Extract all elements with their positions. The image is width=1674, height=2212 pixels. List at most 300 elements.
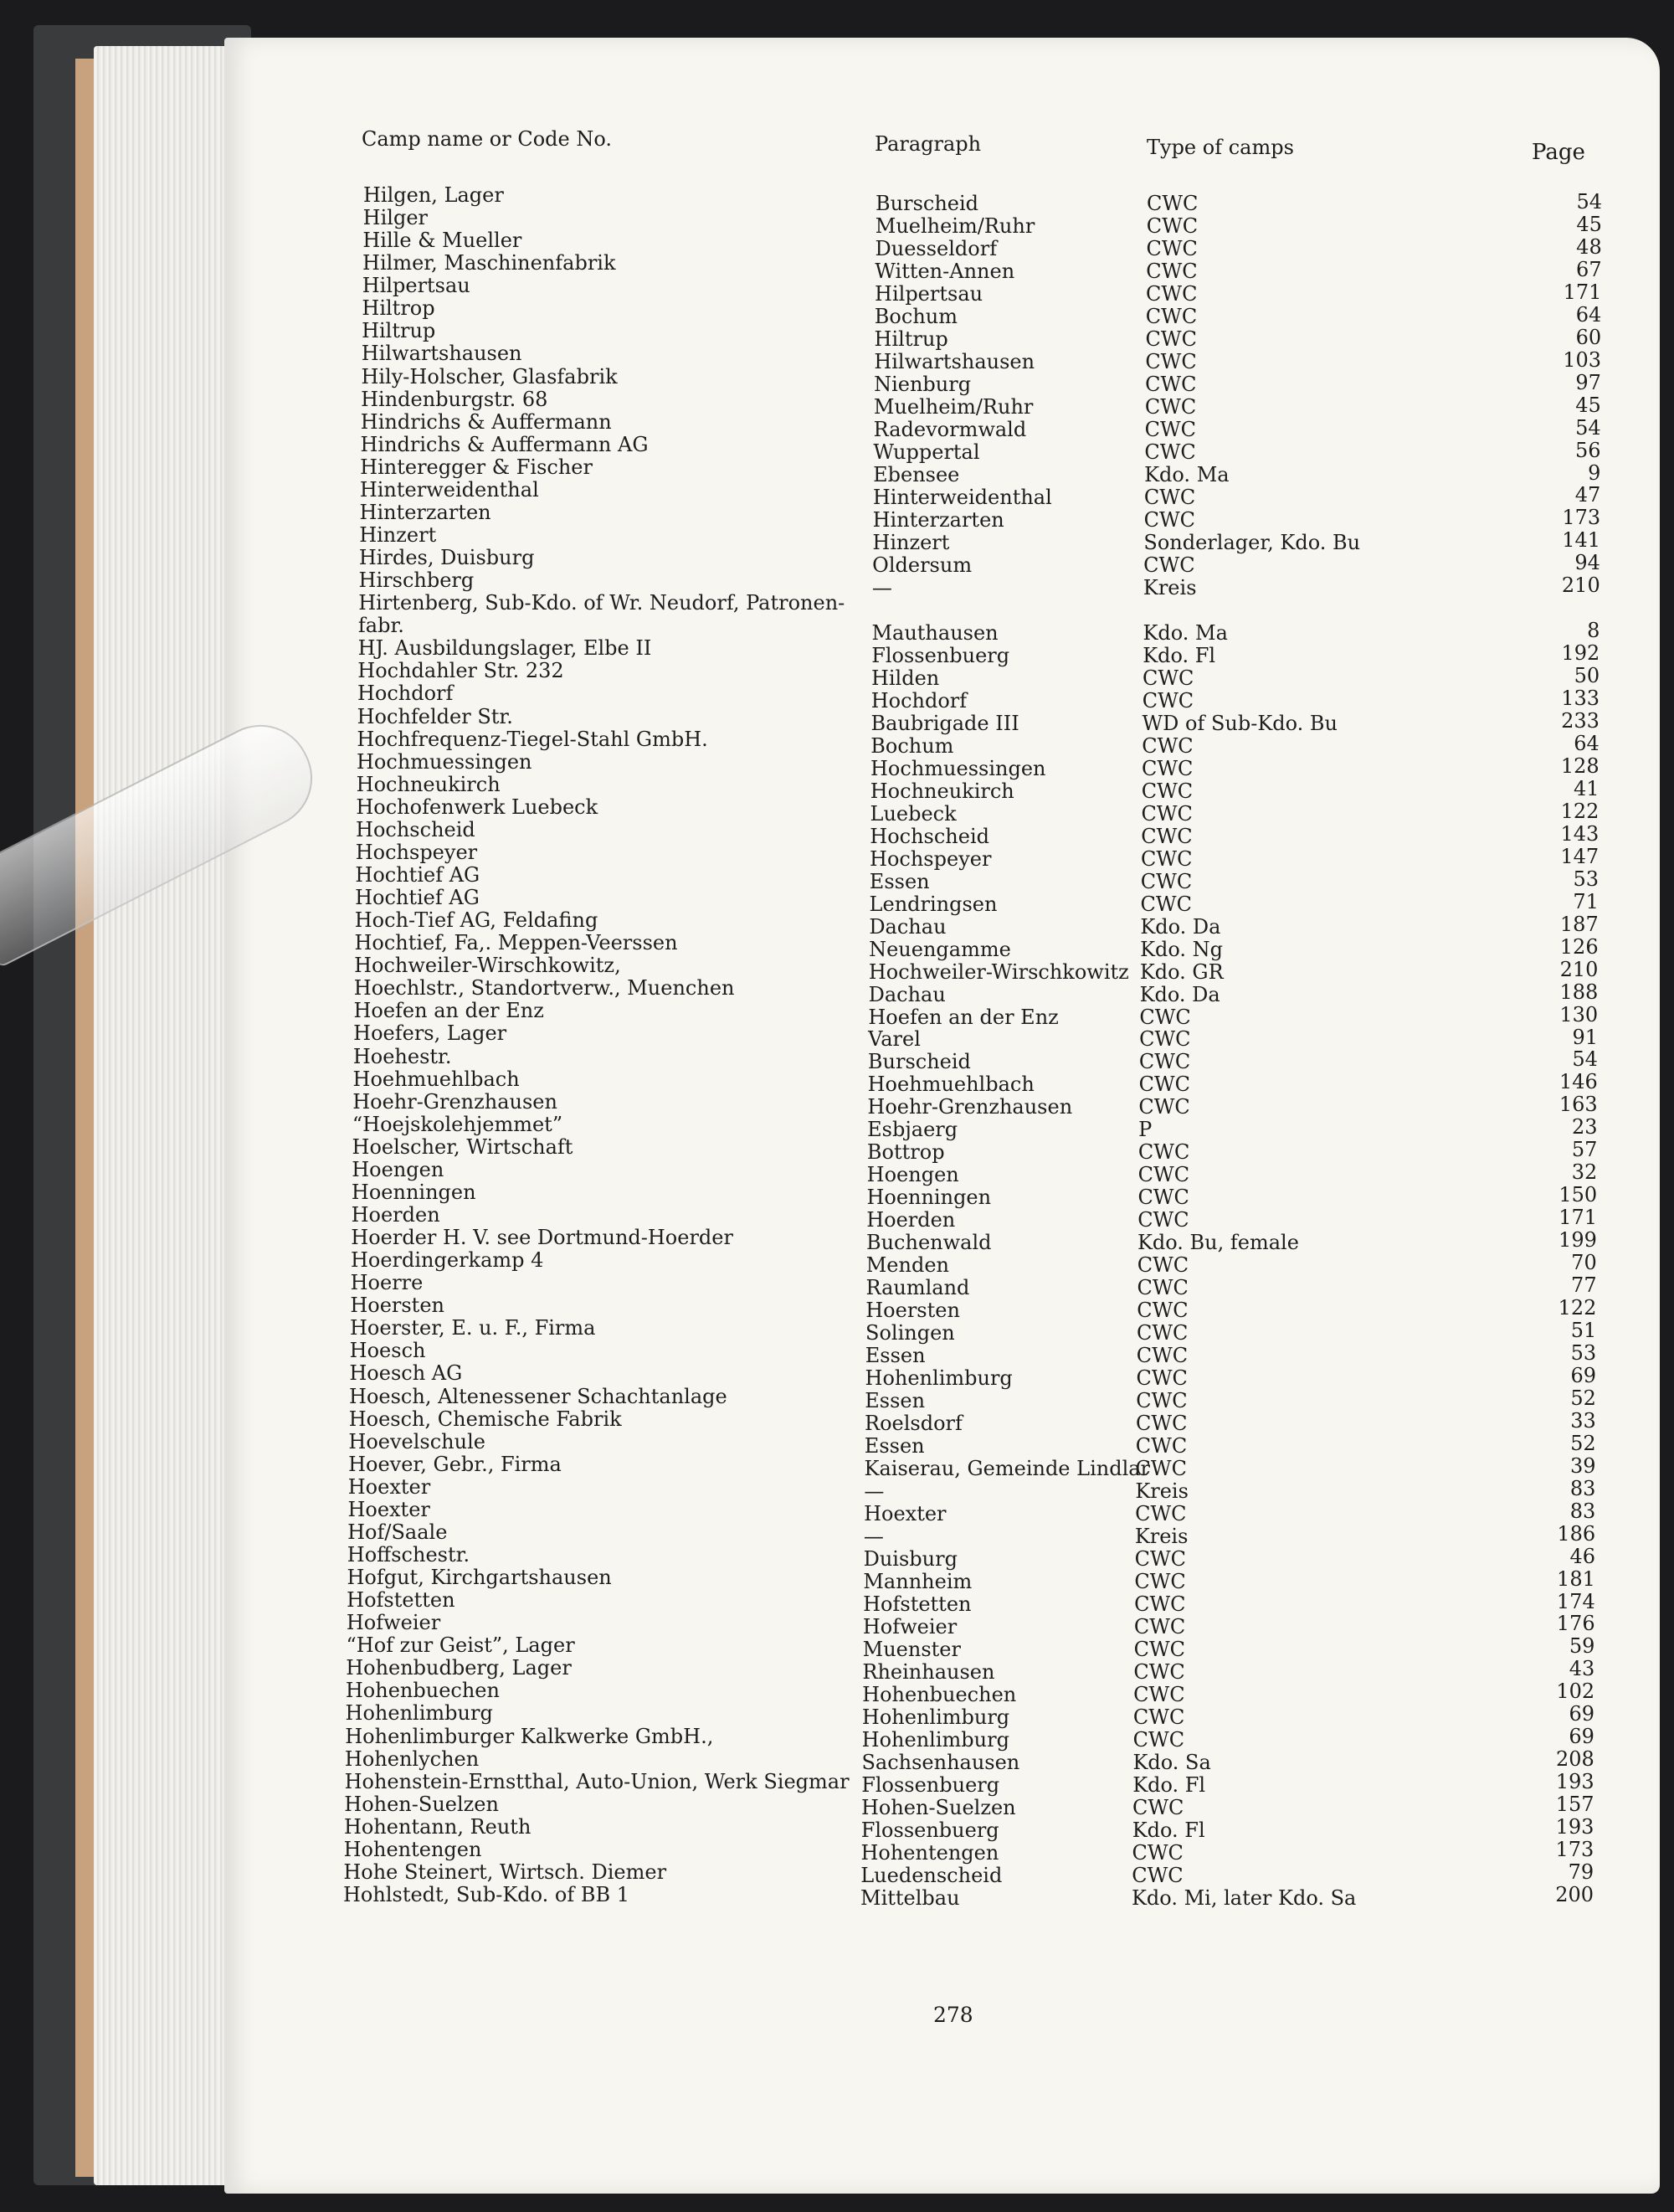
table-row: [0, 931, 1674, 961]
page-cell: 176: [1556, 1612, 1595, 1636]
page-cell: 69: [1570, 1363, 1597, 1387]
paragraph-cell: Luebeck: [870, 801, 957, 826]
camp-name-cell: Hoesch AG: [349, 1361, 463, 1386]
table-row: [0, 1067, 1674, 1097]
camp-type-cell: CWC: [1146, 236, 1198, 260]
paragraph-cell: Solingen: [865, 1321, 955, 1345]
camp-type-cell: Kdo. Bu, female: [1137, 1231, 1299, 1255]
table-row: [0, 1134, 1674, 1165]
camp-name-cell: Hilgen, Lager: [363, 183, 504, 207]
camp-name-cell: Hinterweidenthal: [359, 477, 539, 502]
camp-name-cell: Hirtenberg, Sub-Kdo. of Wr. Neudorf, Patronen-: [358, 591, 845, 615]
page-cell: 128: [1560, 754, 1600, 778]
table-row: [0, 1361, 1674, 1391]
camp-type-cell: Kdo. Ma: [1143, 620, 1228, 645]
table-row: [0, 1203, 1674, 1232]
table-row: [0, 908, 1674, 939]
camp-name-cell: Hohen-Suelzen: [344, 1792, 499, 1816]
camp-name-cell: Hoffschestr.: [347, 1543, 470, 1566]
paragraph-cell: Muelheim/Ruhr: [873, 394, 1034, 419]
page-cell: 122: [1558, 1296, 1597, 1320]
camp-type-cell: WD of Sub-Kdo. Bu: [1142, 711, 1338, 735]
camp-name-cell: Hofstetten: [347, 1588, 455, 1613]
camp-type-cell: CWC: [1143, 553, 1195, 577]
camp-type-cell: CWC: [1133, 1615, 1186, 1639]
camp-name-cell: “Hof zur Geist”, Lager: [346, 1633, 575, 1658]
table-row: [0, 1543, 1674, 1572]
paragraph-cell: Hoehmuehlbach: [867, 1073, 1035, 1097]
paragraph-cell: Hinzert: [872, 530, 950, 554]
page-cell: 54: [1572, 1047, 1598, 1072]
page-cell: 45: [1576, 212, 1602, 236]
camp-type-cell: CWC: [1141, 801, 1193, 826]
page-cell: 69: [1569, 1725, 1594, 1749]
page-cell: 54: [1575, 415, 1601, 440]
page-cell: 53: [1570, 1340, 1597, 1365]
page-cell: 67: [1576, 257, 1602, 281]
camp-type-cell: CWC: [1144, 417, 1196, 441]
table-row: [0, 592, 1674, 615]
camp-name-cell: Hindrichs & Auffermann: [360, 409, 612, 434]
paragraph-cell: Hohenbuechen: [862, 1683, 1017, 1707]
paragraph-cell: Oldersum: [872, 553, 973, 577]
camp-name-cell: Hoesch, Altenessener Schachtanlage: [349, 1384, 727, 1408]
camp-name-cell: Hohenlimburg: [345, 1701, 493, 1726]
paragraph-cell: Varel: [868, 1027, 921, 1052]
table-row: [0, 1044, 1674, 1074]
paragraph-cell: Hohenlimburg: [861, 1728, 1009, 1752]
page-cell: 171: [1563, 280, 1602, 304]
camp-type-cell: CWC: [1137, 1163, 1190, 1187]
camp-type-cell: CWC: [1142, 756, 1194, 780]
table-row: [0, 183, 1674, 215]
paragraph-cell: Essen: [864, 1434, 925, 1458]
camp-type-cell: CWC: [1145, 372, 1197, 396]
table-row: [0, 1701, 1674, 1730]
header-paragraph: Paragraph: [875, 132, 982, 156]
camp-name-cell: Hirdes, Duisburg: [358, 546, 535, 570]
table-row: [0, 568, 1674, 599]
paragraph-cell: Lendringsen: [869, 892, 998, 916]
camp-type-cell: Kdo. Da: [1139, 982, 1220, 1006]
page-cell: 91: [1572, 1025, 1599, 1049]
paragraph-cell: Flossenbuerg: [871, 643, 1010, 667]
camp-name-cell: Hoerster, E. u. F., Firma: [350, 1316, 596, 1340]
camp-name-cell: Hoersten: [350, 1294, 444, 1318]
camp-type-cell: CWC: [1145, 304, 1198, 328]
paragraph-cell: Sachsenhausen: [861, 1751, 1020, 1775]
camp-type-cell: Kreis: [1135, 1479, 1189, 1504]
paragraph-cell: Hilden: [870, 666, 940, 690]
camp-name-cell: HJ. Ausbildungslager, Elbe II: [357, 636, 652, 661]
paragraph-cell: Essen: [865, 1389, 926, 1413]
camp-name-cell: Hiltrup: [362, 319, 436, 343]
camp-type-cell: Kreis: [1134, 1525, 1189, 1549]
camp-name-cell: Hinteregger & Fischer: [360, 455, 593, 479]
page-cell: 143: [1560, 821, 1600, 846]
paragraph-cell: Menden: [865, 1253, 949, 1278]
camp-name-cell: Hofgut, Kirchgartshausen: [347, 1566, 612, 1590]
camp-type-cell: CWC: [1135, 1434, 1188, 1458]
camp-type-cell: CWC: [1137, 1253, 1189, 1278]
camp-name-cell: Hof/Saale: [347, 1520, 448, 1544]
paragraph-cell: Neuengamme: [869, 937, 1011, 961]
camp-name-cell: Hoerder H. V. see Dortmund-Hoerder: [351, 1226, 733, 1250]
table-row: [0, 1566, 1674, 1594]
page-cell: 103: [1563, 347, 1602, 372]
camp-type-cell: CWC: [1140, 869, 1193, 893]
paragraph-cell: Hochspeyer: [870, 846, 992, 871]
paragraph-cell: Hilwartshausen: [874, 349, 1035, 373]
table-row: [0, 1474, 1674, 1504]
camp-name-cell: Hohlstedt, Sub-Kdo. of BB 1: [343, 1883, 630, 1906]
camp-name-cell: Hilwartshausen: [361, 342, 522, 366]
camp-type-cell: CWC: [1133, 1660, 1185, 1685]
paragraph-cell: Hochneukirch: [870, 779, 1014, 803]
header-camp-name: Camp name or Code No.: [362, 127, 612, 151]
page-cell: 83: [1569, 1476, 1596, 1500]
page-cell: 173: [1555, 1838, 1594, 1862]
camp-name-cell: Hofweier: [346, 1611, 441, 1635]
camp-name-cell: Hohenlimburger Kalkwerke GmbH.,: [345, 1724, 714, 1748]
page-cell: 174: [1556, 1589, 1595, 1613]
page-cell: 50: [1574, 664, 1600, 688]
page-cell: 60: [1575, 325, 1602, 349]
camp-type-cell: CWC: [1132, 1705, 1185, 1730]
camp-type-cell: Sonderlager, Kdo. Bu: [1143, 530, 1361, 554]
table-row: [0, 1407, 1674, 1436]
table-row: [0, 954, 1674, 984]
table-row: [0, 1656, 1674, 1685]
page-cell: 59: [1569, 1634, 1595, 1659]
page-cell: 57: [1571, 1138, 1598, 1162]
camp-name-cell: Hinzert: [359, 523, 437, 547]
table-row: [0, 1792, 1674, 1820]
table-row: [0, 523, 1674, 554]
camp-name-cell: Hohentengen: [343, 1837, 482, 1861]
paragraph-cell: Luedenscheid: [860, 1864, 1003, 1887]
page-cell: 147: [1560, 844, 1600, 868]
table-row: [0, 1769, 1674, 1798]
page-cell: 150: [1558, 1183, 1598, 1207]
paragraph-cell: Radevormwald: [873, 417, 1027, 441]
paragraph-cell: Witten-Annen: [875, 259, 1015, 283]
page-cell: 208: [1555, 1747, 1594, 1772]
camp-type-cell: CWC: [1135, 1457, 1187, 1481]
camp-type-cell: CWC: [1137, 1186, 1189, 1210]
camp-name-cell: Hohentann, Reuth: [343, 1814, 531, 1839]
camp-type-cell: CWC: [1145, 349, 1197, 373]
camp-name-cell: Hochtief, Fa,. Meppen-Veerssen: [354, 931, 678, 955]
page-cell: 193: [1555, 1815, 1594, 1839]
paragraph-cell: Hoefen an der Enz: [868, 1005, 1059, 1029]
paragraph-cell: Hofweier: [862, 1615, 958, 1639]
camp-name-cell: Hochmuessingen: [357, 749, 532, 774]
page-cell: 56: [1574, 438, 1601, 462]
table-row: [0, 886, 1674, 916]
page-cell: 233: [1561, 709, 1600, 733]
page-cell: 130: [1559, 1002, 1599, 1026]
paragraph-cell: Dachau: [868, 982, 946, 1006]
camp-name-cell: Hohenbudberg, Lager: [346, 1656, 572, 1680]
page-cell: 187: [1559, 912, 1599, 936]
paragraph-cell: Essen: [869, 869, 930, 893]
paragraph-cell: —: [871, 575, 892, 599]
camp-type-cell: CWC: [1142, 666, 1194, 690]
camp-type-cell: CWC: [1136, 1412, 1188, 1436]
paragraph-cell: Hohen-Suelzen: [860, 1796, 1016, 1820]
paragraph-cell: Flossenbuerg: [861, 1773, 1000, 1798]
page-cell: 54: [1576, 190, 1602, 213]
table-row: [0, 1611, 1674, 1639]
table-row: [0, 1089, 1674, 1119]
paragraph-cell: Wuppertal: [873, 440, 980, 464]
camp-type-cell: CWC: [1136, 1389, 1188, 1413]
page-cell: 71: [1573, 889, 1599, 913]
camp-name-cell: Hochfelder Str.: [357, 704, 513, 728]
page-cell: 210: [1561, 574, 1600, 598]
table-row: [0, 1157, 1674, 1187]
table-row: [0, 1452, 1674, 1481]
page-cell: 23: [1571, 1115, 1598, 1139]
paragraph-cell: Kaiserau, Gemeinde Lindlar: [864, 1457, 1151, 1481]
table-row: [0, 659, 1674, 690]
camp-name-cell: Hochweiler-Wirschkowitz,: [354, 954, 621, 978]
table-row: [0, 1860, 1674, 1887]
page-cell: 53: [1573, 867, 1599, 891]
camp-name-cell: Hily-Holscher, Glasfabrik: [361, 364, 618, 388]
paragraph-cell: Hohenlimburg: [865, 1366, 1013, 1391]
camp-type-cell: CWC: [1132, 1841, 1184, 1865]
camp-type-cell: CWC: [1140, 892, 1192, 916]
page-cell: 79: [1568, 1860, 1594, 1885]
paragraph-cell: Hoexter: [864, 1502, 947, 1526]
camp-type-cell: CWC: [1134, 1547, 1186, 1572]
camp-name-cell: Hiltrop: [362, 296, 435, 321]
camp-type-cell: CWC: [1137, 1140, 1190, 1165]
page-cell: 199: [1558, 1228, 1597, 1253]
camp-type-cell: CWC: [1137, 1276, 1189, 1300]
camp-type-cell: CWC: [1132, 1864, 1184, 1887]
paragraph-cell: Bochum: [870, 733, 954, 758]
page-cell: 64: [1575, 302, 1602, 327]
camp-type-cell: CWC: [1132, 1728, 1185, 1752]
paragraph-cell: Hochmuessingen: [870, 756, 1046, 780]
page-cell: 52: [1570, 1431, 1596, 1455]
table-row: [0, 863, 1674, 893]
page-cell: 70: [1571, 1251, 1597, 1275]
paragraph-cell: Hiltrup: [874, 327, 948, 351]
camp-type-cell: Kdo. Fl: [1132, 1818, 1205, 1843]
camp-name-cell: Hoehestr.: [352, 1044, 452, 1068]
camp-name-cell: Hochtief AG: [355, 863, 480, 887]
page-cell: 133: [1561, 687, 1600, 711]
page-cell: 210: [1559, 957, 1599, 981]
paragraph-cell: Hinterweidenthal: [872, 485, 1052, 509]
camp-type-cell: CWC: [1136, 1366, 1188, 1391]
camp-name-cell: Hohe Steinert, Wirtsch. Diemer: [343, 1860, 667, 1884]
table-row: [0, 364, 1674, 396]
camp-name-cell: Hoexter: [347, 1474, 431, 1499]
page-cell: 188: [1559, 980, 1599, 1004]
camp-name-cell: Hochdahler Str. 232: [357, 659, 564, 683]
table-row: [0, 342, 1674, 373]
page-cell: 122: [1560, 799, 1600, 823]
camp-type-cell: CWC: [1136, 1344, 1189, 1368]
camp-name-cell: Hoerre: [350, 1271, 424, 1295]
camp-type-cell: Kdo. GR: [1139, 959, 1224, 984]
page-cell: 8: [1587, 619, 1600, 643]
paragraph-cell: Muelheim/Ruhr: [875, 213, 1035, 238]
camp-type-cell: Kreis: [1143, 575, 1197, 599]
table-row: [0, 1724, 1674, 1752]
camp-type-cell: Kdo. Ma: [1144, 462, 1230, 486]
camp-type-cell: P: [1138, 1118, 1153, 1142]
page-cell: 141: [1562, 528, 1600, 553]
paragraph-cell: Hoengen: [866, 1163, 959, 1187]
paragraph-cell: Hochweiler-Wirschkowitz: [868, 959, 1129, 984]
table-row: [0, 1384, 1674, 1413]
camp-type-cell: CWC: [1142, 688, 1194, 712]
camp-name-cell: Hinterzarten: [359, 500, 491, 524]
page-cell: 43: [1569, 1657, 1595, 1681]
paragraph-cell: Muenster: [862, 1638, 961, 1662]
paragraph-cell: Burscheid: [876, 192, 979, 215]
table-row: [0, 1316, 1674, 1345]
table-row: [0, 704, 1674, 735]
table-row: [0, 1679, 1674, 1707]
camp-name-cell: Hochdorf: [357, 682, 454, 706]
camp-name-cell: Hoerden: [351, 1203, 440, 1227]
camp-name-cell: Hoch-Tief AG, Feldafing: [354, 908, 598, 933]
paragraph-cell: Hoehr-Grenzhausen: [867, 1095, 1073, 1119]
table-row: [0, 1633, 1674, 1662]
camp-type-cell: CWC: [1138, 1050, 1191, 1074]
paragraph-cell: Hochscheid: [870, 824, 989, 848]
paragraph-cell: Nienburg: [874, 372, 972, 396]
paragraph-cell: Hochdorf: [870, 688, 968, 712]
camp-name-cell: fabr.: [357, 614, 404, 638]
paragraph-cell: Roelsdorf: [865, 1412, 963, 1436]
table-row: [0, 1294, 1674, 1323]
page-cell: 69: [1569, 1702, 1595, 1726]
paragraph-cell: Bottrop: [866, 1140, 945, 1165]
page-cell: 32: [1571, 1160, 1598, 1185]
camp-type-cell: CWC: [1146, 281, 1198, 306]
camp-name-cell: Hoever, Gebr., Firma: [348, 1452, 562, 1476]
camp-name-cell: Hilpertsau: [362, 274, 470, 298]
camp-type-cell: CWC: [1137, 1299, 1189, 1323]
paragraph-cell: Rheinhausen: [862, 1660, 995, 1685]
page-cell: 48: [1576, 234, 1602, 259]
camp-name-cell: Hoelscher, Wirtschaft: [352, 1134, 573, 1159]
table-row: [0, 229, 1674, 260]
camp-name-cell: Hirschberg: [358, 568, 475, 593]
paragraph-cell: Essen: [865, 1344, 926, 1368]
table-row: [0, 409, 1674, 441]
table-row: [0, 251, 1674, 283]
table-row: [0, 500, 1674, 532]
camp-name-cell: Hoesch: [349, 1339, 426, 1363]
table-row: [0, 636, 1674, 667]
table-row: [0, 1520, 1674, 1549]
page-cell: 192: [1561, 641, 1600, 666]
camp-name-cell: Hohenlychen: [344, 1746, 480, 1771]
camp-type-cell: CWC: [1139, 1005, 1191, 1029]
table-row: [0, 976, 1674, 1006]
paragraph-cell: Hinterzarten: [872, 507, 1004, 532]
table-row: [0, 1837, 1674, 1865]
page-cell: 51: [1570, 1318, 1597, 1342]
camp-name-cell: Hoenningen: [351, 1180, 476, 1204]
camp-name-cell: Hoengen: [352, 1157, 444, 1181]
table-row: [0, 1814, 1674, 1843]
table-row: [0, 1883, 1674, 1910]
camp-type-cell: CWC: [1144, 394, 1197, 419]
camp-type-cell: Kdo. Sa: [1132, 1751, 1211, 1775]
camp-name-cell: Hochfrequenz-Tiegel-Stahl GmbH.: [357, 727, 708, 751]
camp-name-cell: Hoehmuehlbach: [352, 1067, 520, 1091]
camp-type-cell: CWC: [1134, 1592, 1186, 1617]
table-row: [0, 999, 1674, 1029]
camp-name-cell: Hochscheid: [356, 817, 475, 841]
paragraph-cell: Hoerden: [866, 1208, 956, 1232]
camp-type-cell: CWC: [1141, 824, 1193, 848]
paragraph-cell: Flossenbuerg: [860, 1818, 999, 1843]
table-row: [0, 296, 1674, 328]
table-row: [0, 1339, 1674, 1368]
paragraph-cell: Hohenlimburg: [861, 1705, 1010, 1730]
table-row: [0, 432, 1674, 464]
paragraph-cell: Dachau: [869, 914, 947, 939]
camp-name-cell: Hoehr-Grenzhausen: [352, 1089, 557, 1114]
table-row: [0, 1021, 1674, 1052]
paragraph-cell: Raumland: [865, 1276, 970, 1300]
camp-name-cell: Hochspeyer: [355, 840, 478, 864]
table-row: [0, 319, 1674, 351]
camp-name-cell: Hohenbuechen: [345, 1679, 500, 1703]
page-cell: 157: [1555, 1793, 1594, 1817]
camp-name-cell: Hilger: [362, 206, 428, 230]
page-cell: 146: [1558, 1070, 1598, 1094]
paragraph-cell: Hohentengen: [860, 1841, 999, 1865]
page-cell: 193: [1555, 1770, 1594, 1794]
camp-type-cell: CWC: [1142, 733, 1194, 758]
paragraph-cell: Bochum: [874, 304, 958, 328]
page-cell: 126: [1559, 934, 1599, 959]
page-cell: 33: [1570, 1408, 1596, 1433]
paragraph-cell: Esbjaerg: [867, 1118, 958, 1142]
table-row: [0, 206, 1674, 238]
page-cell: 9: [1588, 460, 1601, 485]
page-cell: 52: [1570, 1386, 1596, 1410]
page-cell: 47: [1574, 483, 1601, 507]
camp-type-cell: CWC: [1138, 1073, 1191, 1097]
page-cell: 94: [1574, 551, 1600, 575]
camp-type-cell: Kdo. Fl: [1143, 643, 1216, 667]
camp-name-cell: Hochneukirch: [356, 772, 501, 796]
table-row: [0, 1180, 1674, 1210]
table-row: [0, 1429, 1674, 1458]
camp-type-cell: CWC: [1146, 259, 1198, 283]
paragraph-cell: Burscheid: [867, 1050, 971, 1074]
table-row: [0, 840, 1674, 871]
page-cell: 102: [1556, 1680, 1595, 1704]
camp-type-cell: CWC: [1133, 1638, 1186, 1662]
paragraph-cell: —: [863, 1525, 884, 1549]
camp-type-cell: Kdo. Ng: [1140, 937, 1224, 961]
camp-type-cell: Kdo. Mi, later Kdo. Sa: [1132, 1886, 1357, 1910]
